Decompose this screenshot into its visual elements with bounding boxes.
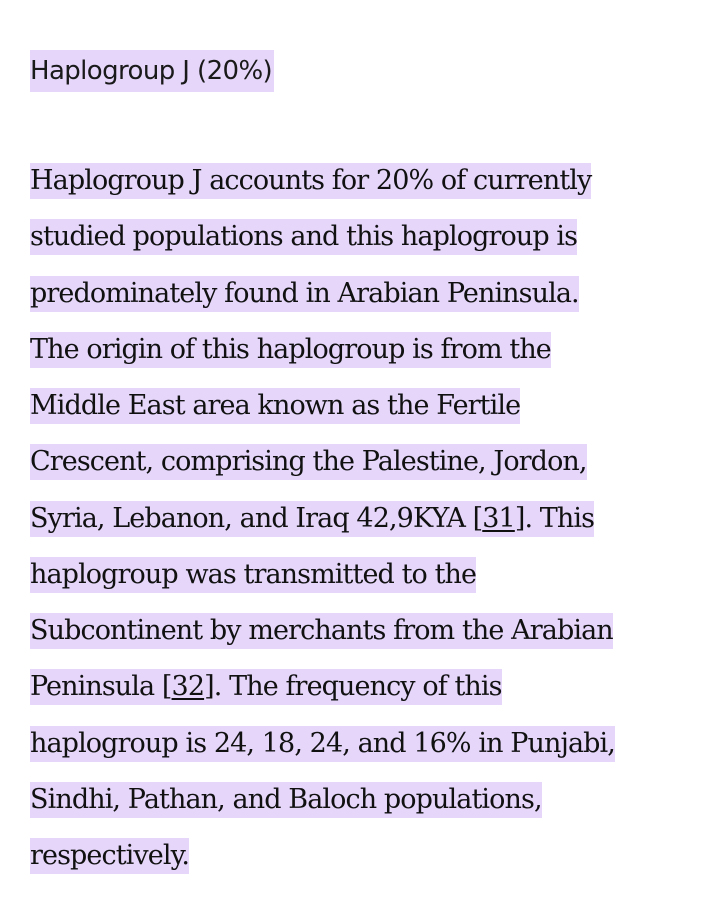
line-text: ]. This <box>514 503 595 534</box>
section-heading: Haplogroup J (20%) <box>30 50 274 92</box>
paragraph-line: Middle East area known as the Fertile <box>30 388 520 424</box>
citation-link-31[interactable]: 31 <box>482 503 515 534</box>
paragraph-line: Haplogroup J accounts for 20% of currently <box>30 163 591 199</box>
paragraph-line: haplogroup was transmitted to the <box>30 557 476 593</box>
paragraph-line: respectively. <box>30 838 189 874</box>
paragraph-line <box>30 669 502 705</box>
paragraph-line: Sindhi, Pathan, and Baloch populations, <box>30 782 542 818</box>
paragraph-line: Subcontinent by merchants from the Arabian <box>30 613 613 649</box>
line-text: ]. The frequency of this <box>204 671 502 702</box>
line-text: Peninsula [ <box>30 671 172 702</box>
paragraph-line: predominately found in Arabian Peninsula. <box>30 276 579 312</box>
paragraph-line: haplogroup is 24, 18, 24, and 16% in Punjabi, <box>30 726 615 762</box>
paragraph-line: Crescent, comprising the Palestine, Jordon, <box>30 444 587 480</box>
paragraph-line: The origin of this haplogroup is from the <box>30 332 551 368</box>
paragraph-line: studied populations and this haplogroup is <box>30 219 577 255</box>
line-text: Syria, Lebanon, and Iraq 42,9KYA [ <box>30 503 483 534</box>
paragraph-line <box>30 501 594 537</box>
citation-link-32[interactable]: 32 <box>171 671 205 702</box>
